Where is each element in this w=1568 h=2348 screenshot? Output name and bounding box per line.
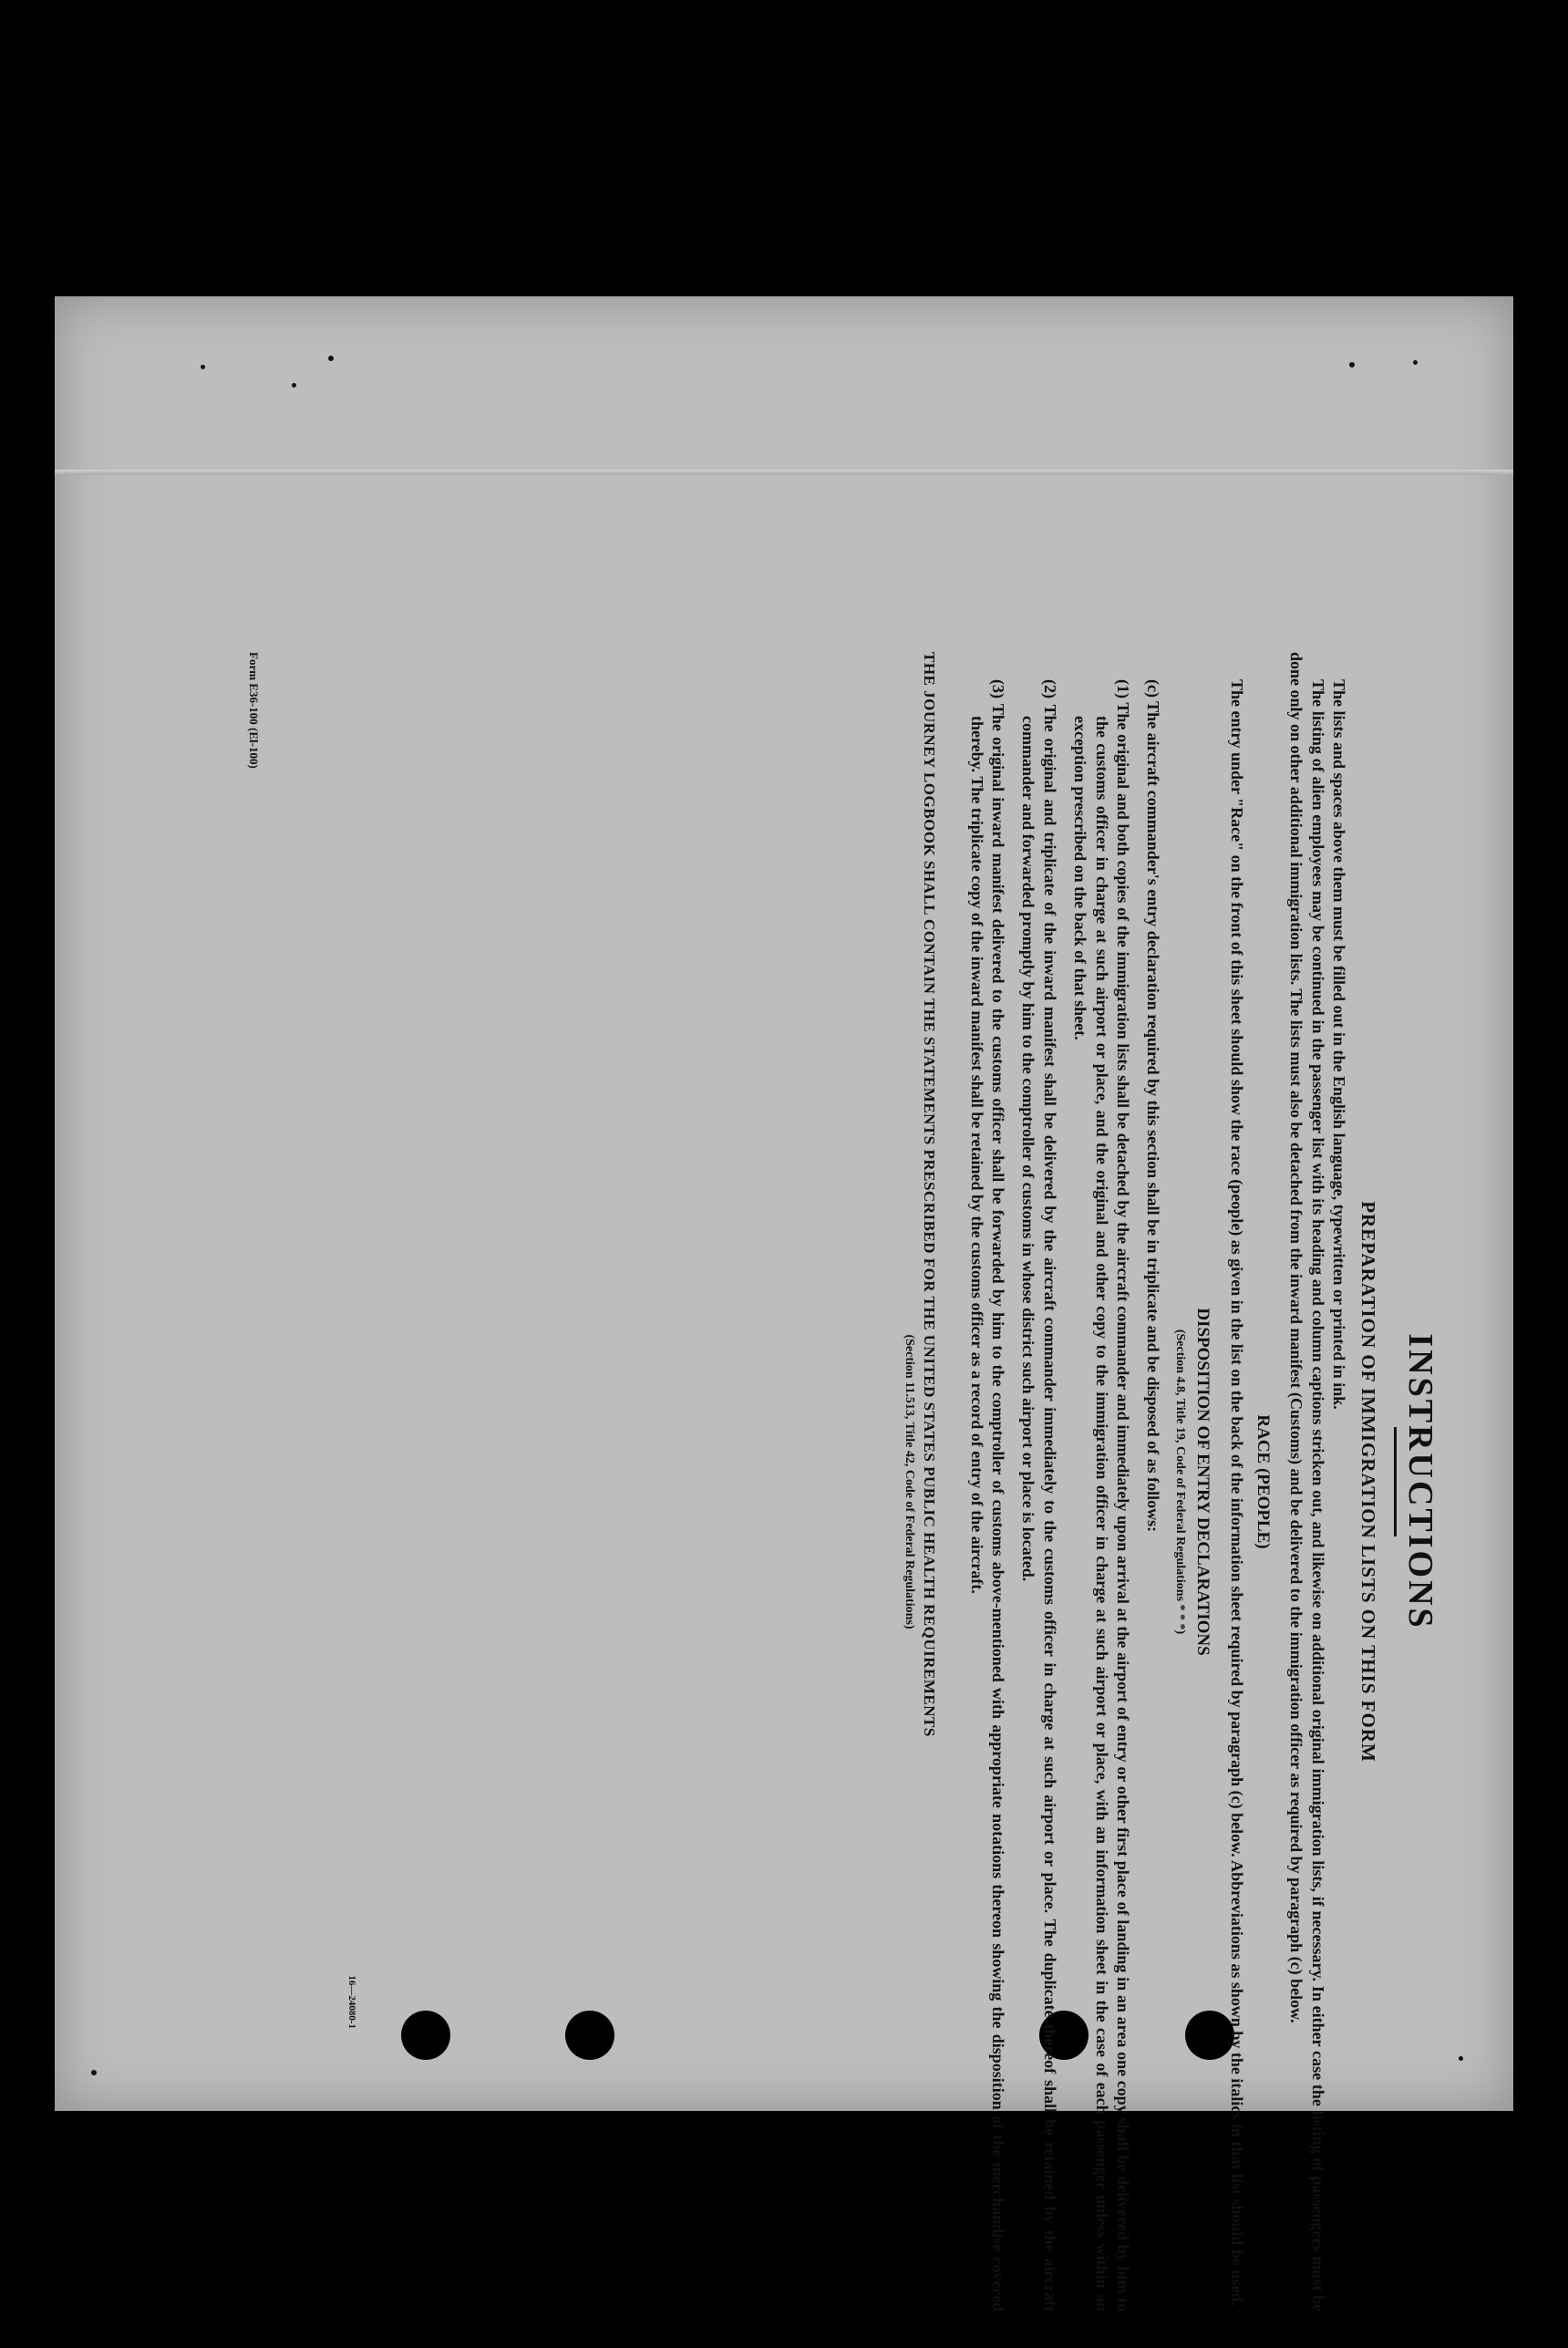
section-heading-preparation: PREPARATION OF IMMIGRATION LISTS ON THIS FORM <box>1357 1201 1379 1763</box>
speck <box>328 356 334 361</box>
citation: (Section 4.8, Title 19, Code of Federal Regulations * * *) <box>1173 1329 1188 1635</box>
list-item: (1) The original and both copies of the immigration lists shall be detached by the aircraft commander and immediately upon arrival at the airport of entry or other first place of landing in an area one copy shall be delivered by him to the customs officer in charge at such airport or place, and the original and other copy to the immigration officer in charge at such airport or place, with an information sheet in the case of each passenger unless within an exception prescribed on the back of that sheet. <box>1071 679 1133 2312</box>
page-title: INSTRUCTIONS <box>1401 1333 1439 1630</box>
title-underline <box>1394 1427 1397 1536</box>
paragraph: The entry under "Race" on the front of this sheet should show the race (people) as given in the list on the back of the information sheet required by paragraph (c) below. Abbreviations as shown by the italics in that list should be used. <box>1227 679 1246 2306</box>
speck <box>1349 362 1355 367</box>
instructions-body <box>210 615 1468 2348</box>
print-code: 16—24080-1 <box>346 1975 357 2029</box>
journey-statement: THE JOURNEY LOGBOOK SHALL CONTAIN THE STATEMENTS PRESCRIBED FOR THE UNITED STATES PUBLIC HEALTH REQUIREMENTS <box>921 652 939 1737</box>
fold-line <box>55 470 1513 475</box>
citation: (Section 11.513, Title 42, Code of Federal Regulations) <box>903 1334 917 1629</box>
list-item: (3) The original inward manifest delivered to the customs officer shall be forwarded by him to the comptroller of customs above-mentioned with appropriate notations thereon showing the disposition of the merchandise covered thereby. The triplicate copy of the inward manifest shall be retained by the customs officer as a record of entry of the aircraft. <box>967 679 1008 2312</box>
paragraph: The listing of alien employees may be continued in the passenger list with its heading and column captions stricken out, and likewise on additional original immigration lists, if necessary. In either case the listing of passengers must be done only on other additional immigration lists. The lists must also be detached from the inward manifest (Customs) and be delivered to the immigration officer as required by paragraph (c) below. <box>1287 652 1327 2312</box>
list-item: (2) The original and triplicate of the inward manifest shall be delivered by the aircraft commander immediately to the customs officer in charge at such airport or place. The duplicate thereof shall be retained by the aircraft commander and forwarded promptly by him to the comptroller of customs in whose district such airport or place is located. <box>1019 679 1059 2312</box>
speck <box>292 383 296 388</box>
form-number: Form E36-100 (El-100) <box>247 652 261 769</box>
speck <box>91 2070 97 2075</box>
section-heading-disposition: DISPOSITION OF ENTRY DECLARATIONS <box>1193 1308 1213 1656</box>
paragraph: The lists and spaces above them must be filled out in the English language, typewritten or printed in ink. <box>1330 679 1348 1410</box>
section-heading-race: RACE (PEOPLE) <box>1253 1414 1273 1549</box>
rotated-text-block <box>210 615 1468 2348</box>
speck <box>201 365 205 369</box>
paragraph: (c) The aircraft commander's entry declaration required by this section shall be in triplicate and be disposed of as follows: <box>1144 679 1163 1533</box>
document-sheet <box>55 296 1513 2312</box>
speck <box>1413 360 1418 365</box>
